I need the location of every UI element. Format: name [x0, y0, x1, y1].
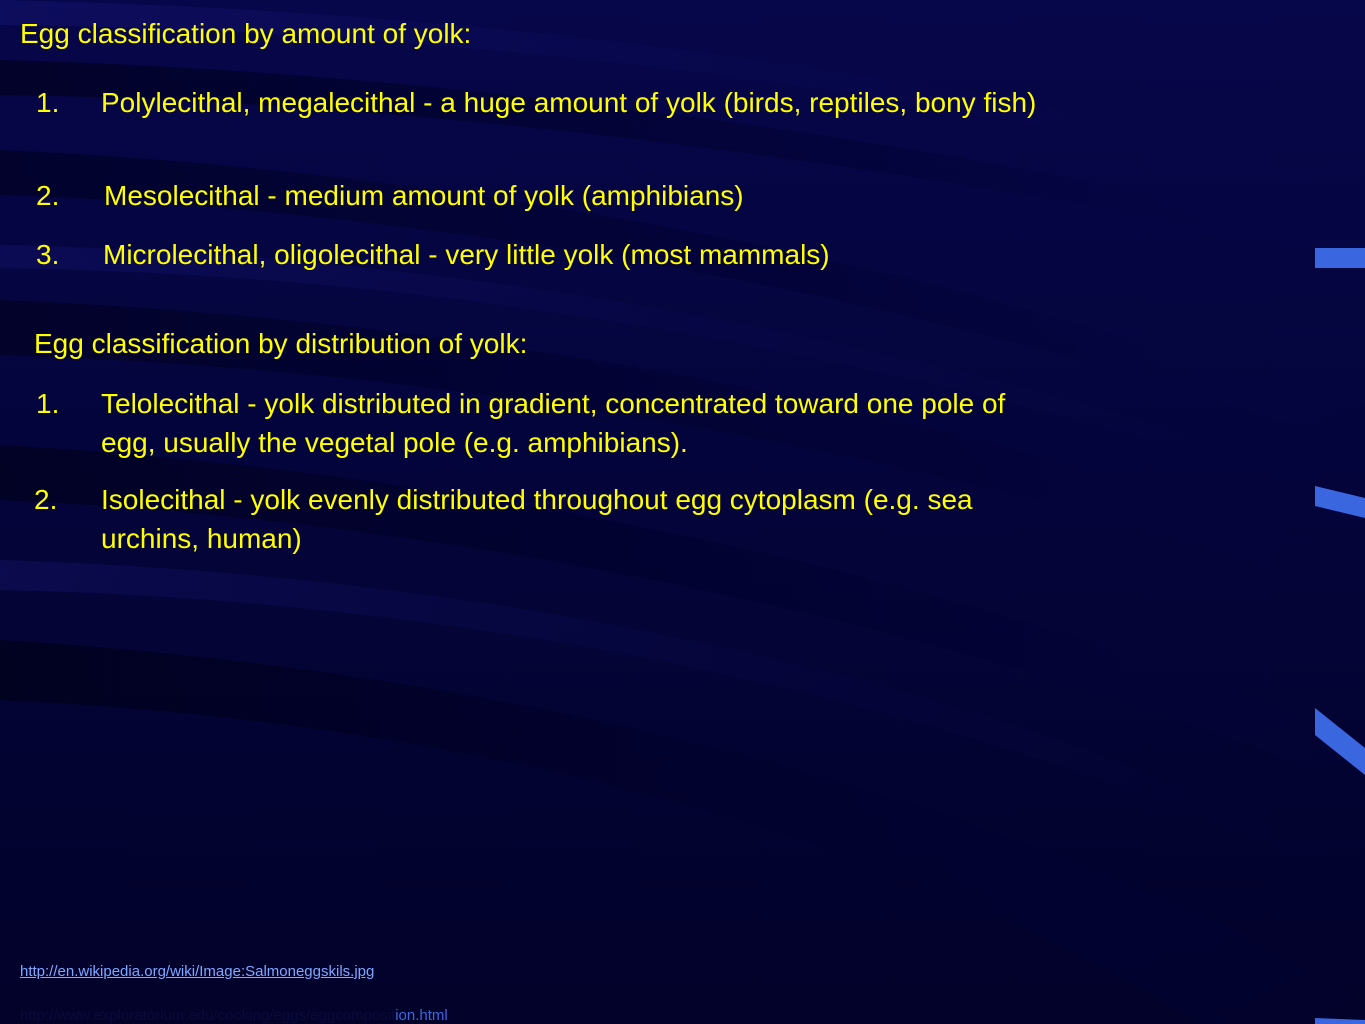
heading-amount-of-yolk: Egg classification by amount of yolk:: [20, 18, 472, 49]
list-item-mesolecithal: [36, 176, 1106, 215]
link-text-dark: http://www.exploratorium.edu/cooking/eggs/eggcomposit: [20, 1007, 396, 1024]
list-number: 1.: [36, 388, 60, 419]
list-number: 2.: [36, 180, 60, 211]
list-number: 1.: [36, 87, 60, 118]
list-text: Telolecithal - yolk distributed in gradient, concentrated toward one pole of egg, usually the vegetal pole (e.g. amphibians).: [101, 388, 1006, 458]
list-item-polylecithal: [36, 83, 1106, 122]
wikipedia-source-link[interactable]: http://en.wikipedia.org/wiki/Image:Salmoneggskils.jpg: [20, 963, 375, 980]
list-text: Mesolecithal - medium amount of yolk (amphibians): [104, 180, 744, 211]
list-item-telolecithal: [36, 384, 1036, 462]
list-number: 2.: [34, 484, 58, 515]
list-number: 3.: [36, 239, 60, 270]
link-text-light: ion.html: [395, 1007, 448, 1024]
list-text: Isolecithal - yolk evenly distributed throughout egg cytoplasm (e.g. sea urchins, human): [101, 484, 973, 554]
exploratorium-source-link[interactable]: [20, 1007, 448, 1024]
heading-distribution-of-yolk: Egg classification by distribution of yolk:: [34, 328, 528, 359]
list-item-microlecithal: [36, 235, 1106, 274]
list-text: Microlecithal, oligolecithal - very little yolk (most mammals): [103, 239, 830, 270]
list-item-isolecithal: [34, 480, 1044, 558]
list-text: Polylecithal, megalecithal - a huge amount of yolk (birds, reptiles, bony fish): [101, 87, 1037, 118]
